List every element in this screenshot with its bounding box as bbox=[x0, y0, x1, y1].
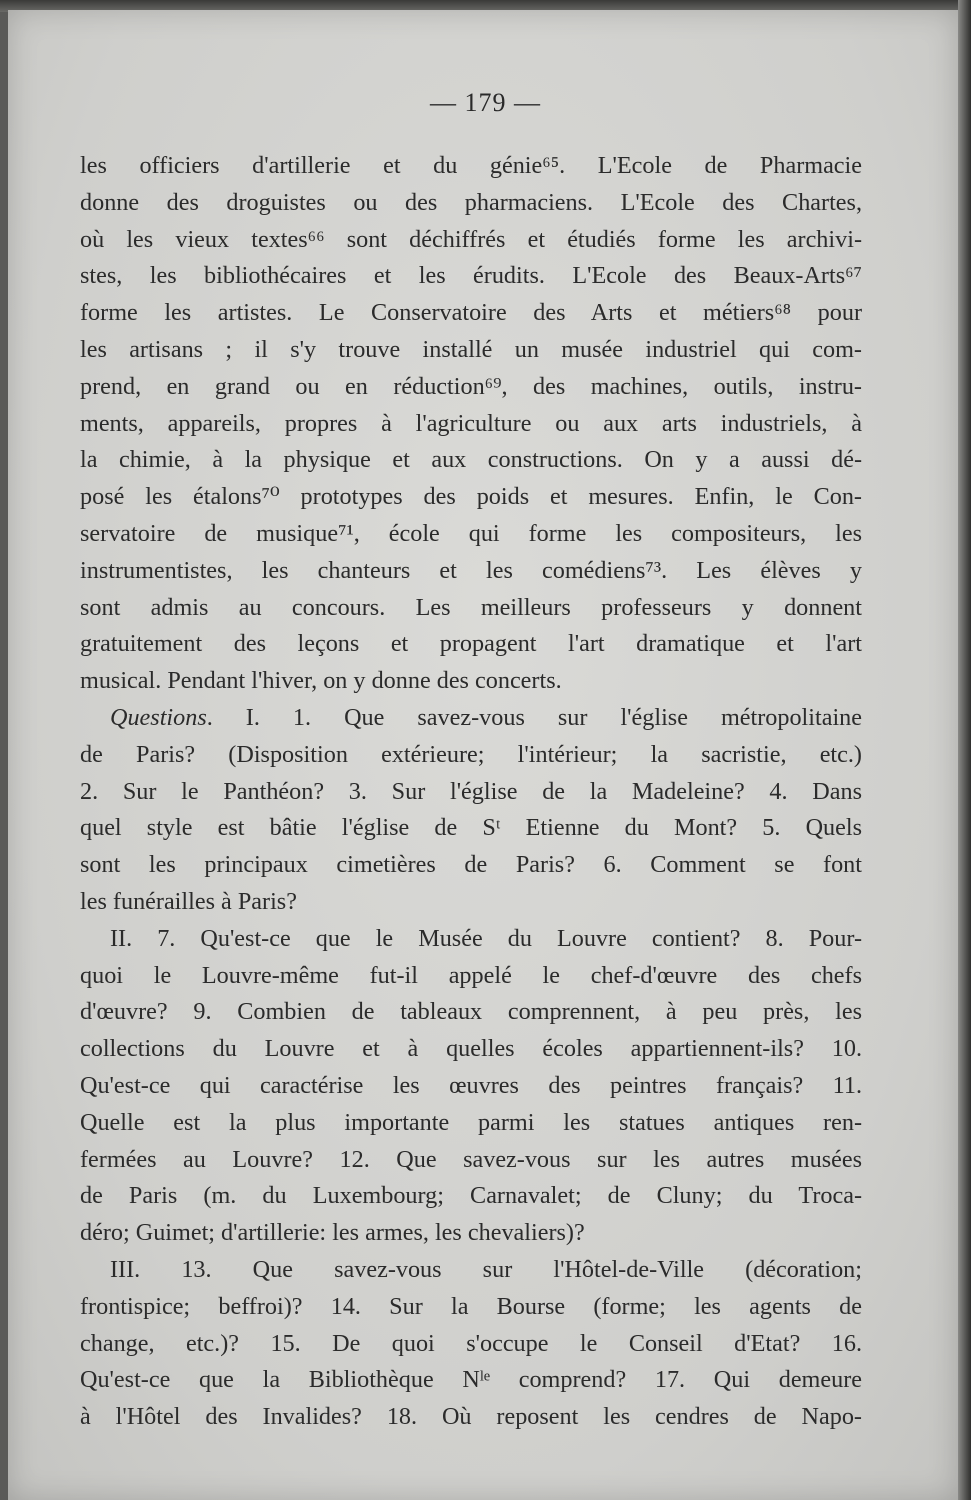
text-line: ments, appareils, propres à l'agriculture ou aux arts industriels, à bbox=[80, 409, 862, 437]
text-line: fermées au Louvre? 12. Que savez-vous sur les autres musées bbox=[80, 1145, 862, 1173]
text-line: de Paris? (Disposition extérieure; l'intérieur; la sacristie, etc.) bbox=[80, 740, 862, 768]
text-line: où les vieux textes⁶⁶ sont déchiffrés et étudiés forme les archivi- bbox=[80, 225, 862, 253]
text-line: d'œuvre? 9. Combien de tableaux comprennent, à peu près, les bbox=[80, 998, 862, 1026]
text-line: frontispice; beffroi)? 14. Sur la Bourse (forme; les agents de bbox=[80, 1292, 862, 1320]
text-line: sont admis au concours. Les meilleurs professeurs y donnent bbox=[80, 593, 862, 621]
questions-label: Questions bbox=[110, 703, 207, 731]
text-line: gratuitement des leçons et propagent l'art dramatique et l'art bbox=[80, 630, 862, 658]
text-line: servatoire de musique⁷¹, école qui forme les compositeurs, les bbox=[80, 519, 862, 547]
text-line: II. 7. Qu'est-ce que le Musée du Louvre contient? 8. Pour- bbox=[110, 924, 862, 952]
text-line: instrumentistes, les chanteurs et les comédiens⁷³. Les élèves y bbox=[80, 556, 862, 584]
text-line: sont les principaux cimetières de Paris? 6. Comment se font bbox=[80, 851, 862, 879]
text-line: donne des droguistes ou des pharmaciens. L'Ecole des Chartes, bbox=[80, 188, 862, 216]
text-line: 2. Sur le Panthéon? 3. Sur l'église de la Madeleine? 4. Dans bbox=[80, 777, 862, 805]
text-line: Qu'est-ce que la Bibliothèque Nˡᵉ comprend? 17. Qui demeure bbox=[80, 1366, 862, 1394]
text-line: à l'Hôtel des Invalides? 18. Où reposent les cendres de Napo- bbox=[80, 1403, 862, 1431]
page-number: — 179 — bbox=[430, 88, 541, 117]
text-line: la chimie, à la physique et aux constructions. On y a aussi dé- bbox=[80, 446, 862, 474]
text-line: collections du Louvre et à quelles écoles appartiennent-ils? 10. bbox=[80, 1035, 862, 1063]
text-line: . I. 1. Que savez-vous sur l'église métropolitaine bbox=[206, 703, 862, 731]
scan-right-edge bbox=[958, 0, 971, 1500]
text-line: Qu'est-ce qui caractérise les œuvres des peintres français? 11. bbox=[80, 1071, 862, 1099]
body-text bbox=[80, 148, 862, 1436]
text-line: quel style est bâtie l'église de Sᵗ Etienne du Mont? 5. Quels bbox=[80, 814, 862, 842]
text-line: les artisans ; il s'y trouve installé un musée industriel qui com- bbox=[80, 335, 862, 363]
text-line: III. 13. Que savez-vous sur l'Hôtel-de-Ville (décoration; bbox=[110, 1255, 862, 1283]
text-line: stes, les bibliothécaires et les érudits. L'Ecole des Beaux-Arts⁶⁷ bbox=[80, 262, 862, 290]
text-line: de Paris (m. du Luxembourg; Carnavalet; de Cluny; du Troca- bbox=[80, 1182, 862, 1210]
text-line: prend, en grand ou en réduction⁶⁹, des machines, outils, instru- bbox=[80, 372, 862, 400]
text-line: Quelle est la plus importante parmi les statues antiques ren- bbox=[80, 1108, 862, 1136]
text-line: forme les artistes. Le Conservatoire des Arts et métiers⁶⁸ pour bbox=[80, 299, 862, 327]
text-line: les funérailles à Paris? bbox=[80, 887, 297, 915]
questions-line bbox=[80, 700, 862, 737]
text-line: déro; Guimet; d'artillerie: les armes, les chevaliers)? bbox=[80, 1219, 585, 1247]
text-line: musical. Pendant l'hiver, on y donne des concerts. bbox=[80, 667, 562, 695]
text-line: posé les étalons⁷⁰ prototypes des poids et mesures. Enfin, le Con- bbox=[80, 483, 862, 511]
text-line: quoi le Louvre-même fut-il appelé le chef-d'œuvre des chefs bbox=[80, 961, 862, 989]
text-line: change, etc.)? 15. De quoi s'occupe le Conseil d'Etat? 16. bbox=[80, 1329, 862, 1357]
text-line: les officiers d'artillerie et du génie⁶⁵. L'Ecole de Pharmacie bbox=[80, 152, 862, 179]
